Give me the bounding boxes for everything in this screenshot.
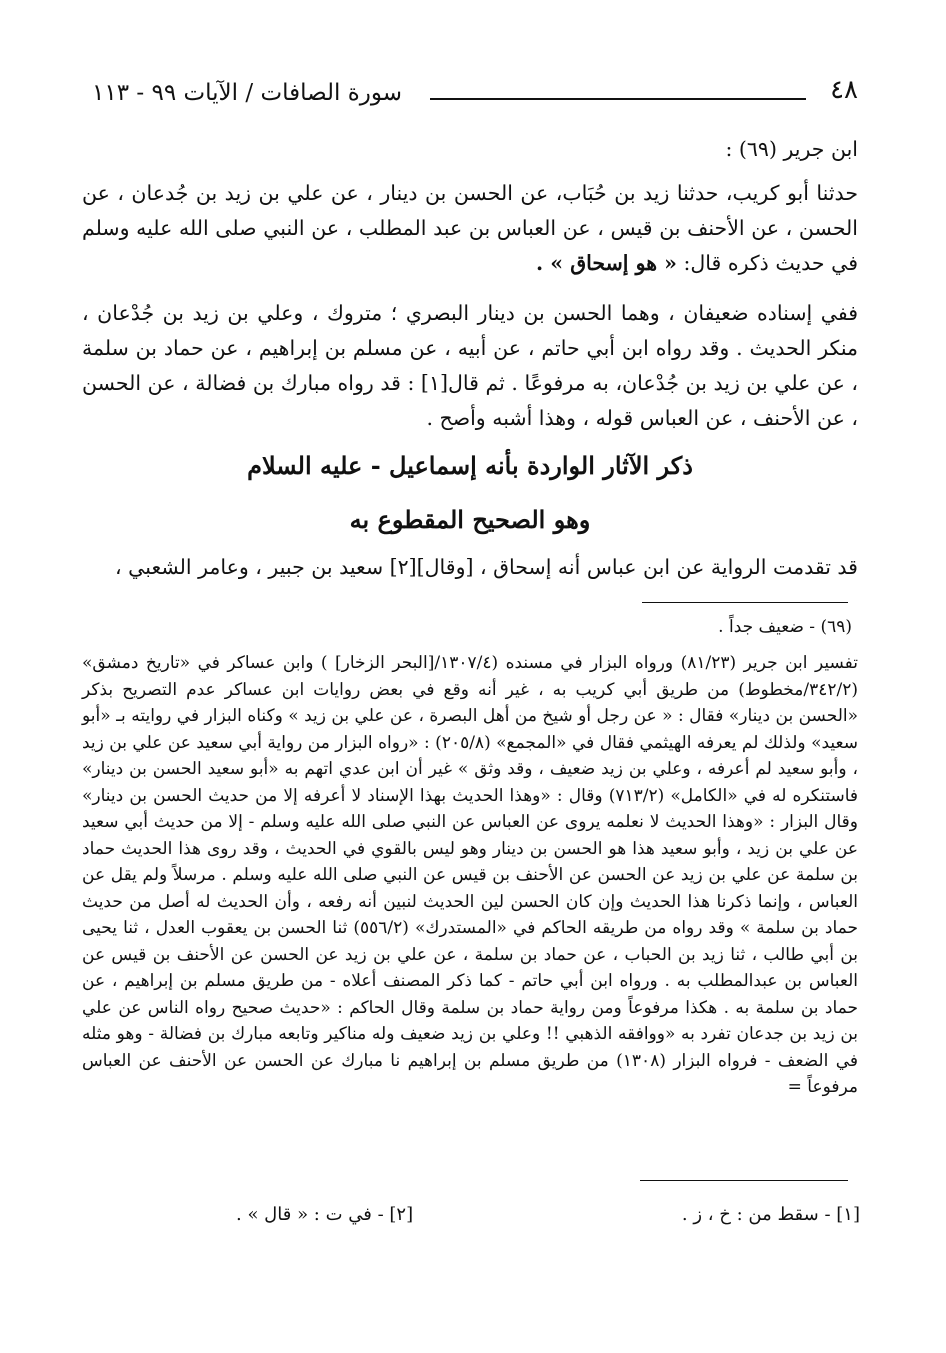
apparatus-separator bbox=[640, 1180, 848, 1181]
section-heading: ذكر الآثار الواردة بأنه إسماعيل - عليه السلام bbox=[247, 451, 693, 480]
section-subheading: وهو الصحيح المقطوع به bbox=[349, 505, 591, 534]
apparatus-note-2: [٢] - في ت : « قال » . bbox=[236, 1204, 414, 1225]
header-rule bbox=[430, 98, 806, 100]
paragraph-isnad-critique: ففي إسناده ضعيفان ، وهما الحسن بن دينار البصري ؛ متروك ، وعلي بن زيد بن جُدْعان ، منكر الحديث . وقد رواه ابن أبي حاتم ، عن أبيه ، عن مسلم بن إبراهيم ، عن حماد بن سلمة ، عن علي بن زيد بن جُدْعان، به مرفوعًا . ثم قال[١] : قد رواه مبارك بن فضالة ، عن الحسن ، عن الأحنف ، عن العباس قوله ، وهذا أشبه وأصح . bbox=[82, 301, 859, 430]
textual-apparatus bbox=[236, 1200, 860, 1234]
paragraph-narration: قد تقدمت الرواية عن ابن عباس أنه إسحاق ، [وقال][٢] سعيد بن جبير ، وعامر الشعبي ، bbox=[115, 555, 858, 579]
footnote-body: تفسير ابن جرير (٨١/٢٣) ورواه البزار في مسنده (١٣٠٧/٤/[البحر الزخار] ) وابن عساكر في «تاريخ دمشق» (٣٤٢/٢/مخطوط) من طريق أبي كريب به ، غير أنه وقع في بعض روايات ابن عساكر عدم التصريح بذكر «الحسن بن دينار» فقال : « عن رجل أو شيخ من أهل البصرة ، عن علي بن زيد » وكناه البزار في روايته بـ «أبو سعيد» ولذلك لم يعرفه الهيثمي فقال في «المجمع» (٢٠٥/٨) : «رواه البزار من رواية أبي سعيد عن علي بن زيد ، وأبو سعيد لم أعرفه ، وعلي بن زيد ضعيف ، وقد وثق » غير أن ابن عدي اتهم به «أبو سعيد الحسن بن دينار» فاستنكره له في «الكامل» (٧١٣/٢) وقال : «وهذا الحديث بهذا الإسناد لا أعرفه إلا من حديث الحسن بن دينار» وقال البزار : «وهذا الحديث لا نعلمه يروى عن العباس عن النبي صلى الله عليه وسلم - إلا من حديث أبي سعيد عن علي بن زيد ، وأبو سعيد هذا هو الحسن بن دينار وهو ليس بالقوي في الحديث ، وقد روى هذا الحديث حماد بن سلمة عن علي بن زيد عن الحسن عن الأحنف بن قيس عن النبي صلى الله عليه وسلم . مرسلاً ولم يقل عن العباس ، وإنما ذكرنا هذا الحديث وإن كان الحسن لين الحديث لنبين أنه رفعه ، وأن الحديث له أصل من حديث حماد بن سلمة » وقد رواه من طريقه الحاكم في «المستدرك» (٥٥٦/٢) ثنا الحسن بن يعقوب العدل ، ثنا يحيى بن أبي طالب ، ثنا زيد بن الحباب ، عن حماد بن سلمة ، عن علي بن زيد عن الحسن عن الأحنف بن قيس عن العباس بن عبدالمطلب به . ورواه ابن أبي حاتم - كما ذكر المصنف أعلاه - من طريق مسلم بن إبراهيم ، عن حماد بن سلمة به . هكذا مرفوعاً ومن رواية حماد بن سلمة وقال الحاكم : «حديث صحيح رواه الناس عن علي بن زيد بن جدعان تفرد به «ووافقه الذهبي !! وعلي بن زيد ضعيف وله مناكير وتابعه مبارك بن فضالة - وهو مثله في الضعف - فرواه البزار (١٣٠٨) من طريق مسلم بن إبراهيم نا مبارك عن الحسن عن الأحنف عن العباس مرفوعاً = bbox=[82, 653, 859, 1097]
footnote-number: (٦٩) - ضعيف جداً . bbox=[718, 617, 852, 637]
running-title: سورة الصافات / الآيات ٩٩ - ١١٣ bbox=[92, 80, 403, 106]
page-header bbox=[80, 74, 858, 114]
apparatus-note-1: [١] - سقط من : خ ، ز . bbox=[681, 1204, 860, 1225]
paragraph-hadith-text: حدثنا أبو كريب، حدثنا زيد بن حُبَاب، عن الحسن بن دينار ، عن علي بن زيد بن جُدعان ، عن الحسن ، عن الأحنف بن قيس ، عن العباس بن عبد المطلب ، عن النبي صلى الله عليه وسلم في حديث ذكره قال: bbox=[82, 181, 858, 275]
paragraph-hadith bbox=[82, 176, 858, 281]
page-number: ٤٨ bbox=[830, 75, 858, 105]
intro-line: ابن جرير (٦٩) : bbox=[725, 137, 858, 161]
footnote-separator bbox=[642, 602, 848, 603]
hadith-quote: « هو إسحاق » . bbox=[536, 251, 677, 275]
